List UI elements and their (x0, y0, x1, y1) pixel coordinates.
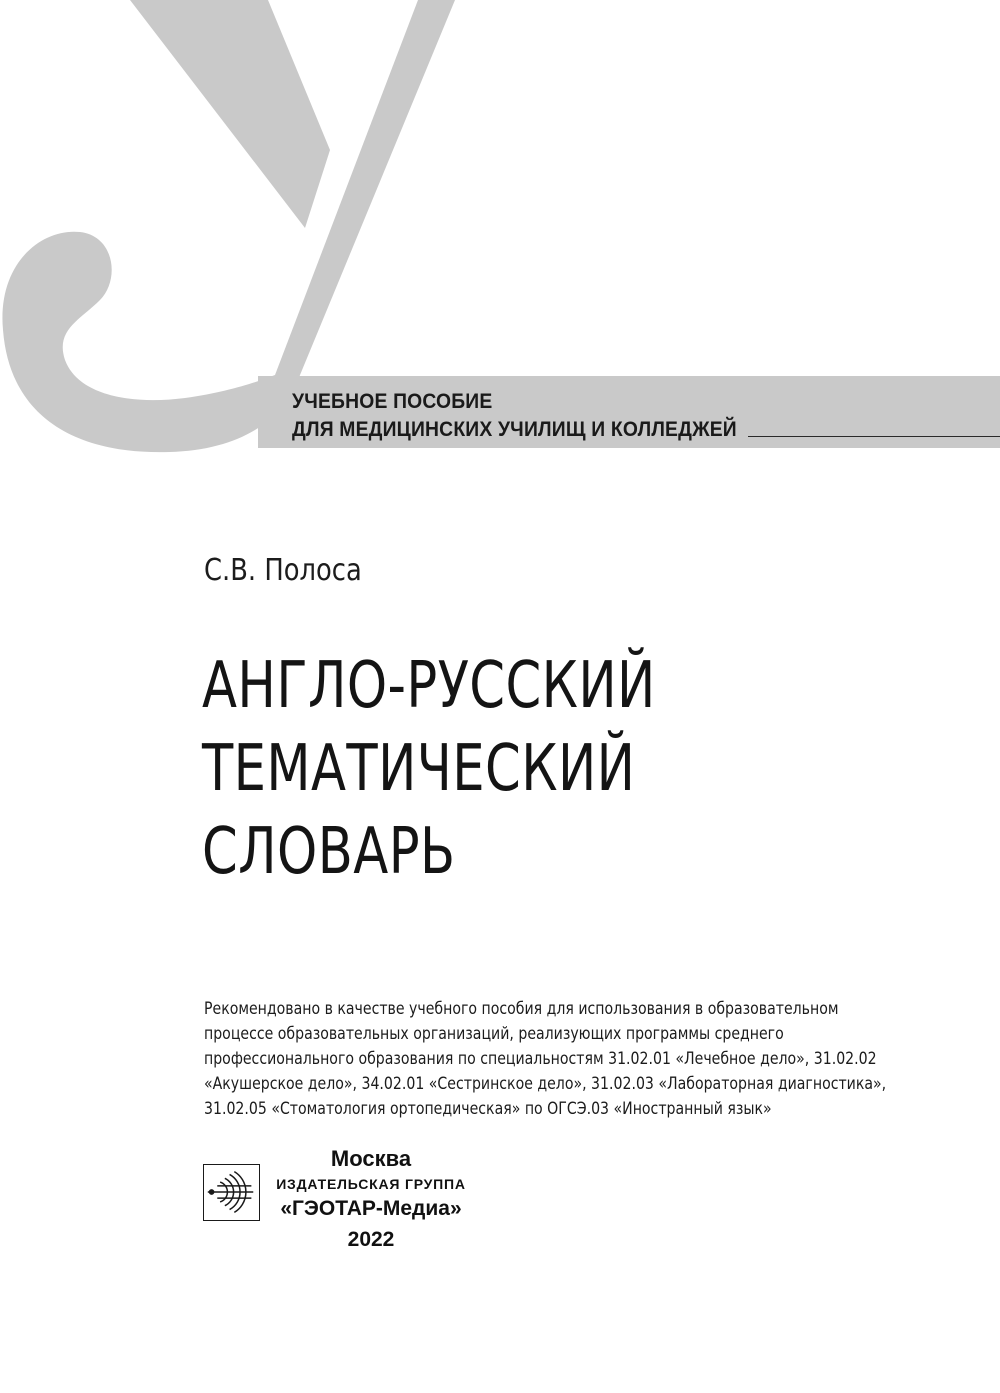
recommendation-line: «Акушерское дело», 34.02.01 «Сестринское дело», 31.02.03 «Лабораторная диагностика», (204, 1074, 887, 1094)
author-name: С.В. Полоса (204, 553, 362, 588)
publisher-group: ИЗДАТЕЛЬСКАЯ ГРУППА (276, 1176, 466, 1192)
title-line-2: ТЕМАТИЧЕСКИЙ (202, 732, 636, 806)
recommendation-line: 31.02.05 «Стоматология ортопедическая» по ОГСЭ.03 «Иностранный язык» (204, 1099, 772, 1119)
recommendation-line: профессионального образования по специальностям 31.02.01 «Лечебное дело», 31.02.02 (204, 1049, 877, 1069)
series-underline (748, 436, 1000, 437)
recommendation-text (204, 997, 886, 1122)
series-line-1: УЧЕБНОЕ ПОСОБИЕ (292, 390, 493, 413)
recommendation-line: Рекомендовано в качестве учебного пособия для использования в образовательном (204, 999, 839, 1019)
geotar-logo-icon (203, 1164, 260, 1221)
series-line-2: ДЛЯ МЕДИЦИНСКИХ УЧИЛИЩ И КОЛЛЕДЖЕЙ (292, 418, 737, 441)
publisher-city: Москва (330, 1146, 412, 1171)
recommendation-line: процессе образовательных организаций, реализующих программы среднего (204, 1024, 784, 1044)
book-title (202, 645, 656, 894)
series-label (292, 388, 737, 444)
title-line-1: АНГЛО-РУССКИЙ (202, 649, 656, 723)
title-line-3: СЛОВАРЬ (202, 815, 456, 889)
publisher-name: «ГЭОТАР-Медиа» (280, 1197, 462, 1220)
publication-year: 2022 (347, 1228, 395, 1251)
publisher-block (262, 1144, 480, 1256)
